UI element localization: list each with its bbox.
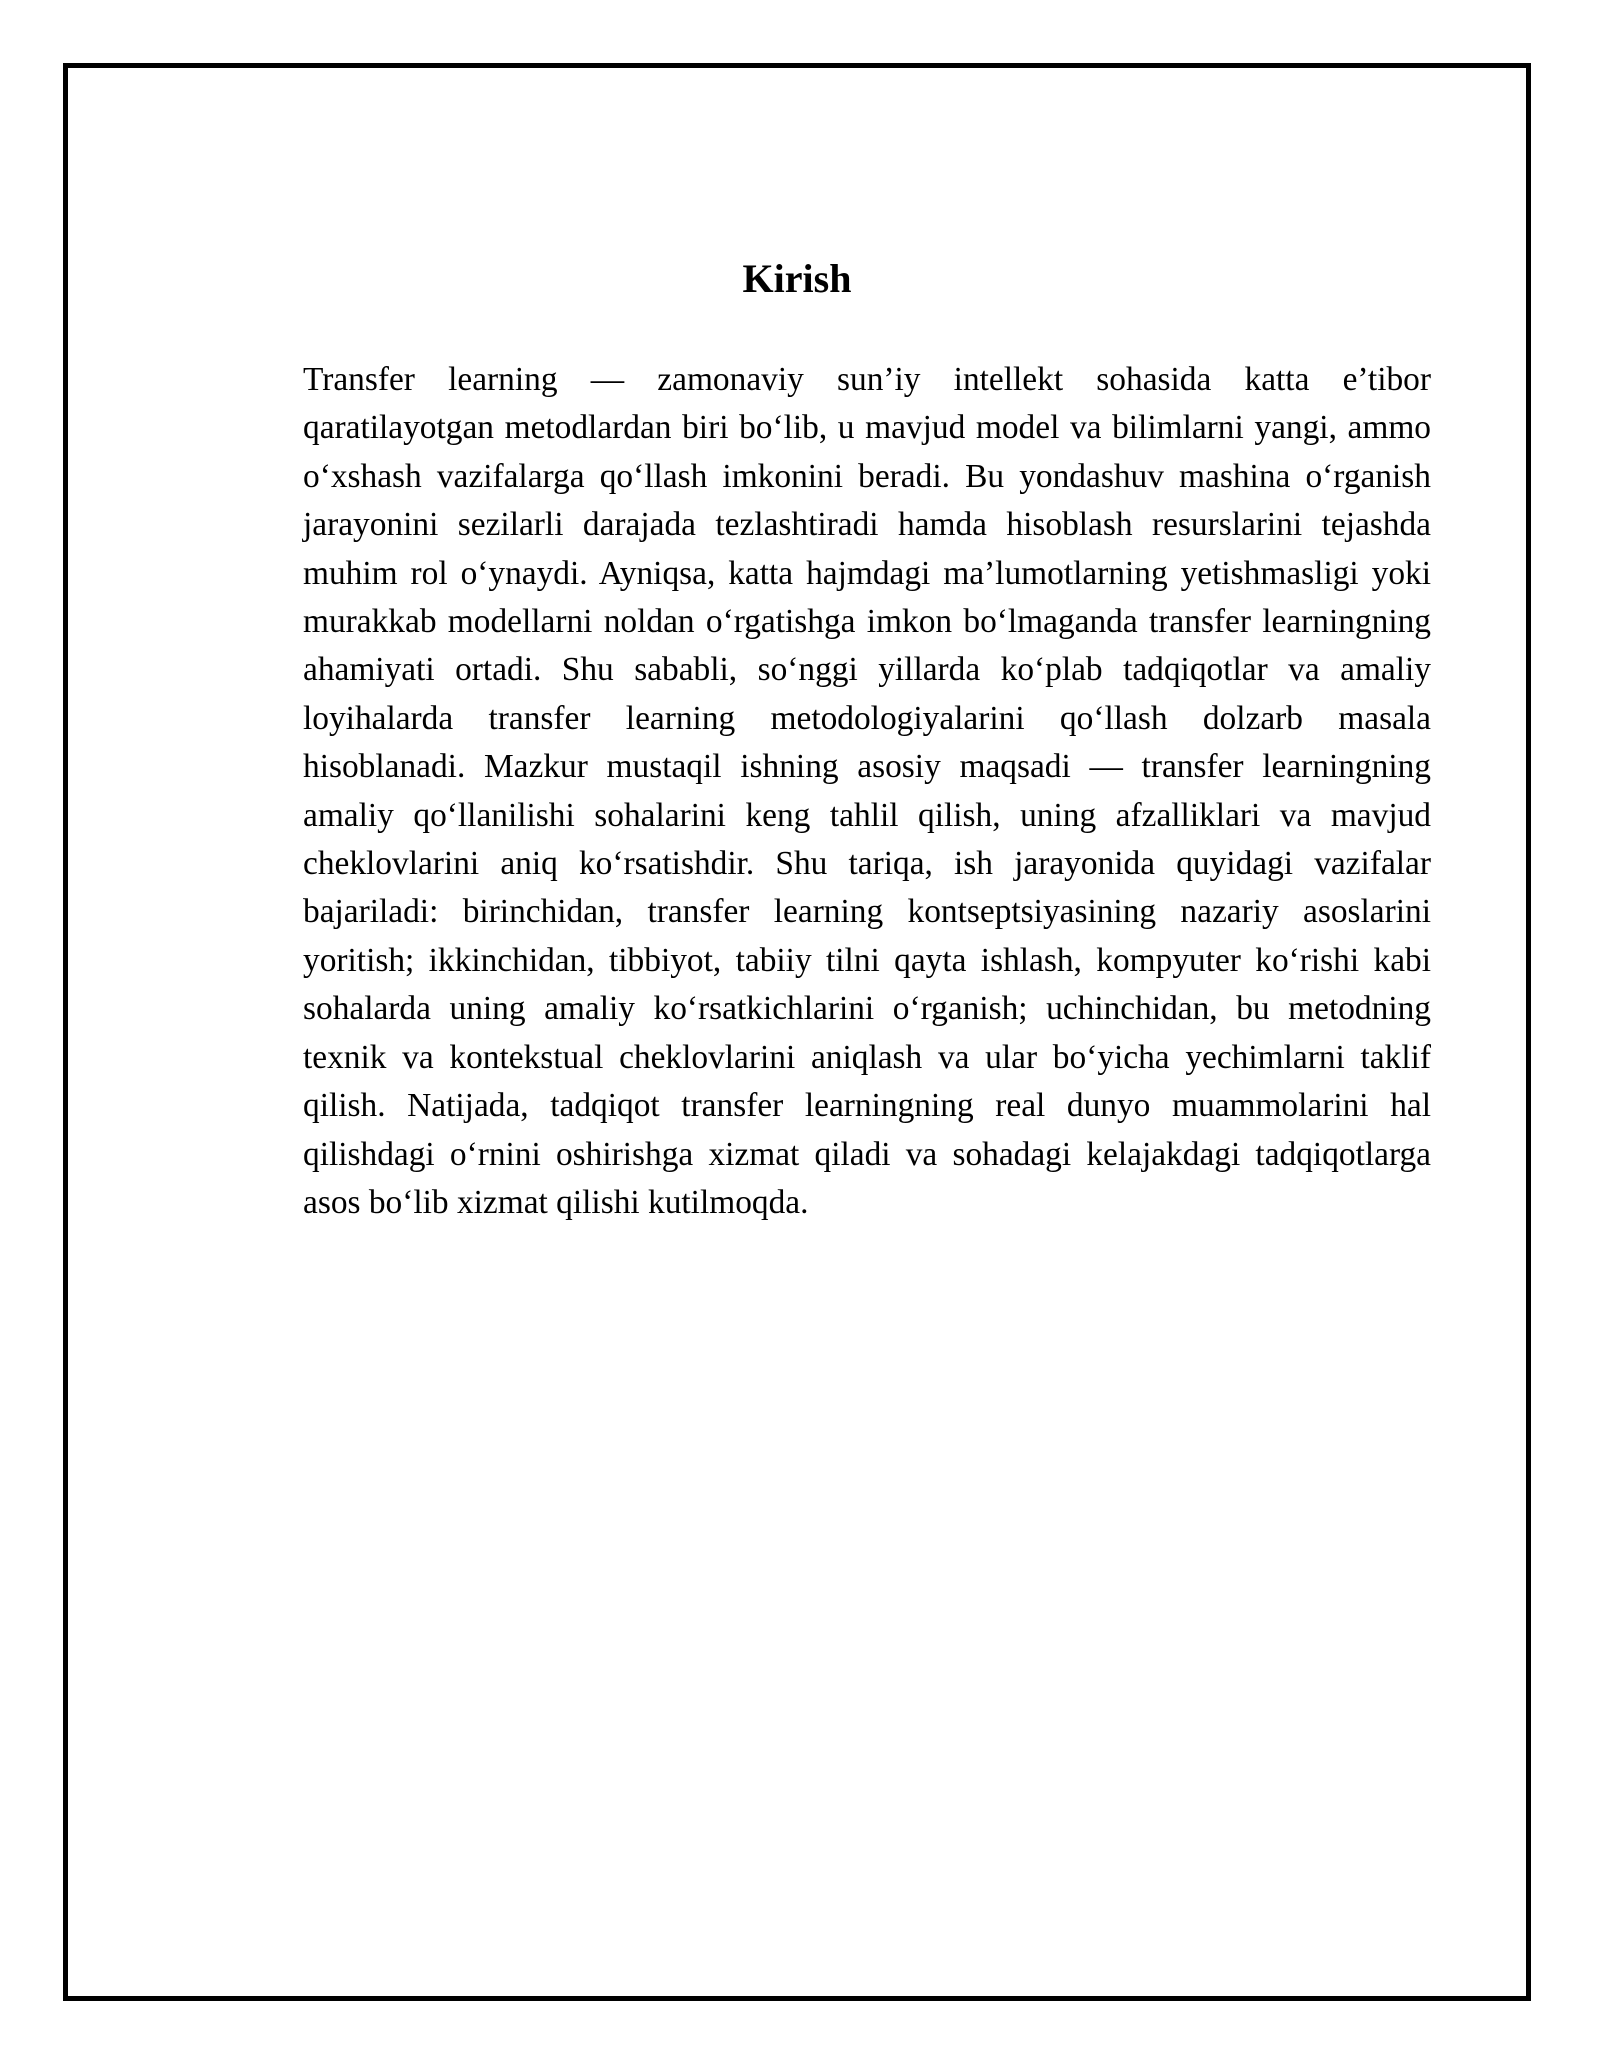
body-paragraph: Transfer learning — zamonaviy sun’iy intellekt sohasida katta e’tibor qaratilayotgan metodlardan biri bo‘lib, u mavjud model va bilimlarni yangi, ammo o‘xshash vazifalarga qo‘llash imkonini beradi. Bu yondashuv mashina o‘rganish jarayonini sezilarli darajada tezlashtiradi hamda hisoblash resurslarini tejashda muhim rol o‘ynaydi. Ayniqsa, katta hajmdagi ma’lumotlarning yetishmasligi yoki murakkab modellarni noldan o‘rgatishga imkon bo‘lmaganda transfer learningning ahamiyati ortadi. Shu sababli, so‘nggi yillarda ko‘plab tadqiqotlar va amaliy loyihalarda transfer learning metodologiyalarini qo‘llash dolzarb masala hisoblanadi. Mazkur mustaqil ishning asosiy maqsadi — transfer learningning amaliy qo‘llanilishi sohalarini keng tahlil qilish, uning afzalliklari va mavjud cheklovlarini aniq ko‘rsatishdir. Shu tariqa, ish jarayonida quyidagi vazifalar bajariladi: birinchidan, transfer learning kontseptsiyasining nazariy asoslarini yoritish; ikkinchidan, tibbiyot, tabiiy tilni qayta ishlash, kompyuter ko‘rishi kabi sohalarda uning amaliy ko‘rsatkichlarini o‘rganish; uchinchidan, bu metodning texnik va kontekstual cheklovlarini aniqlash va ular bo‘yicha yechimlarni taklif qilish. Natijada, tadqiqot transfer learningning real dunyo muammolarini hal qilishdagi o‘rnini oshirishga xizmat qiladi va sohadagi kelajakdagi tadqiqotlarga asos bo‘lib xizmat qilishi kutilmoqda. [303, 361, 1431, 1221]
page-frame [63, 63, 1531, 2001]
page-title: Kirish [742, 256, 852, 301]
